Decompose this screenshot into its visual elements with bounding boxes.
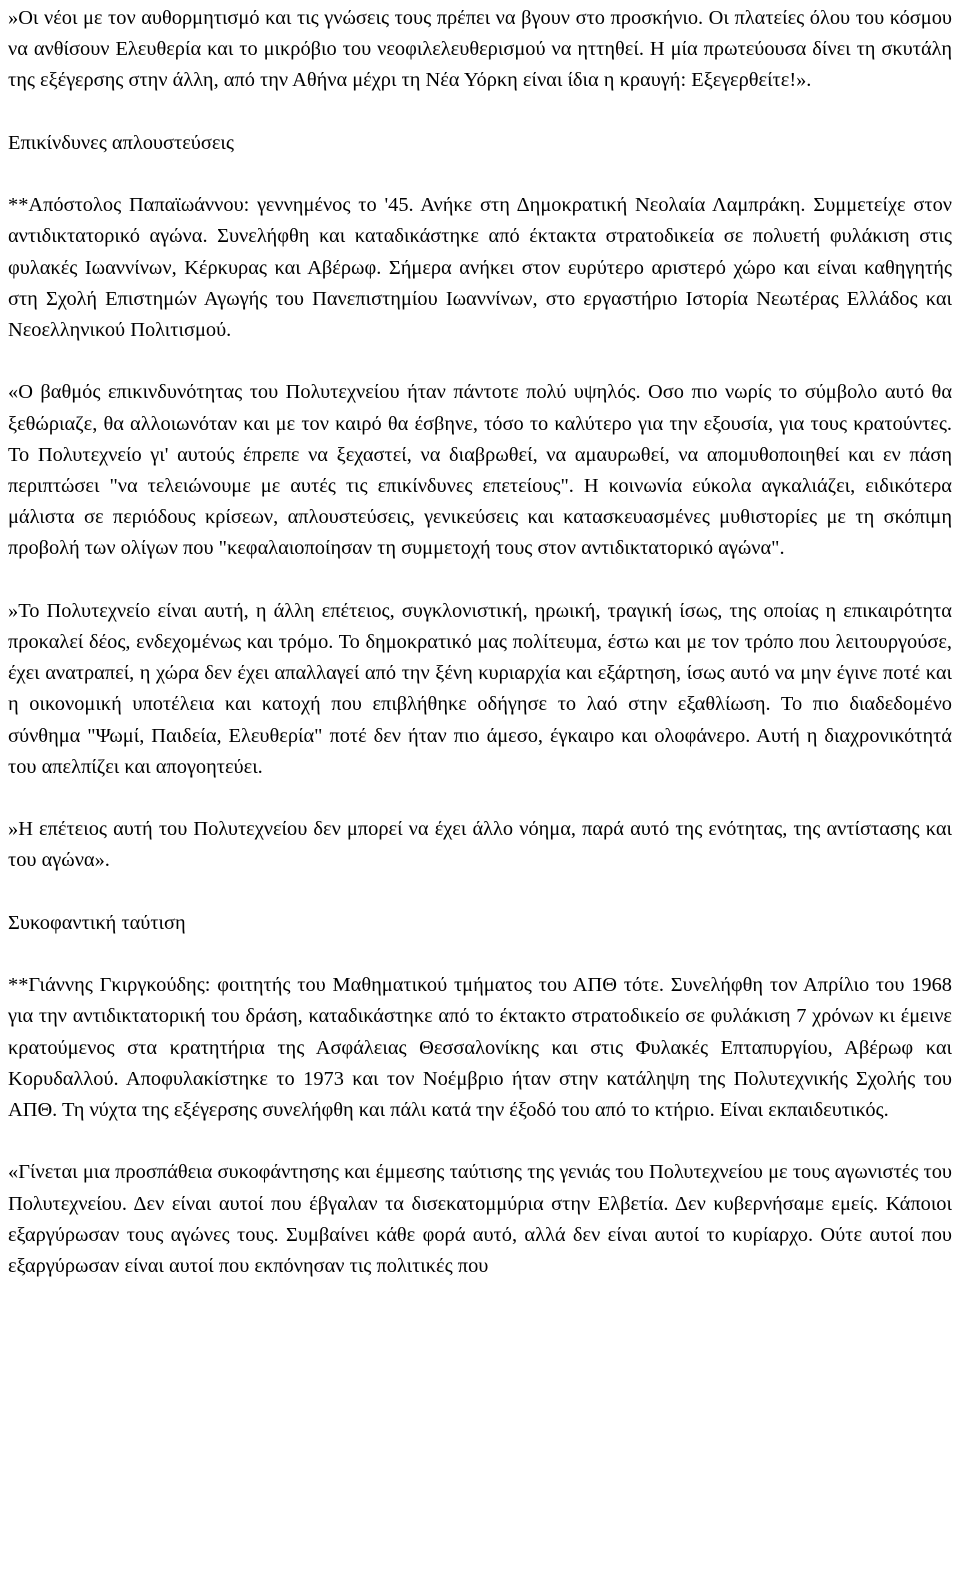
paragraph-papaioannou-quote-1: «Ο βαθμός επικινδυνότητας του Πολυτεχνείου ήταν πάντοτε πολύ υψηλός. Οσο πιο νωρίς το σύμβολο αυτό θα ξεθώριαζε, θα αλλοιωνόταν και με τον καιρό θα έσβηνε, τόσο το καλύτερο για την εξουσία, για τους κρατούντες. Το Πολυτεχνείο γι' αυτούς έπρεπε να ξεχαστεί, να διαβρωθεί, να αμαυρωθεί, να απομυθοποιηθεί και εν πάση περιπτώσει "να τελειώνουμε με αυτές τις επικίνδυνες επετείους". Η κοινωνία εύκολα αγκαλιάζει, ειδικότερα μάλιστα σε περιόδους κρίσεων, απλουστεύσεις, γενικεύσεις και κατασκευασμένες μυθιστορίες με τη σκόπιμη προβολή των ολίγων που "κεφαλαιοποίησαν τη συμμετοχή τους στον αντιδικτατορικό αγώνα". [8, 381, 952, 560]
section-heading-slanderous-identification: Συκοφαντική ταύτιση [8, 911, 186, 934]
paragraph-intro-quote: »Οι νέοι με τον αυθορμητισμό και τις γνώσεις τους πρέπει να βγουν στο προσκήνιο. Οι πλατείες όλου του κόσμου να ανθίσουν Ελευθερία και το μικρόβιο του νεοφιλελευθερισμού να ηττηθεί. Η μία πρωτεύουσα δίνει τη σκυτάλη της εξέγερσης στην άλλη, από την Αθήνα μέχρι τη Νέα Υόρκη είναι ίδια η κραυγή: Εξεγερθείτε!». [8, 7, 952, 92]
document-body [8, 3, 952, 1282]
paragraph-papaioannou-quote-3: »Η επέτειος αυτή του Πολυτεχνείου δεν μπορεί να έχει άλλο νόημα, παρά αυτό της ενότητας, της αντίστασης και του αγώνα». [8, 818, 952, 872]
paragraph-girgkoudis-bio: **Γιάννης Γκιργκούδης: φοιτητής του Μαθηματικού τμήματος του ΑΠΘ τότε. Συνελήφθη τον Απρίλιο του 1968 για την αντιδικτατορική του δράση, καταδικάστηκε από το έκτακτο στρατοδικείο σε φυλάκιση 7 χρόνων κι έμεινε κρατούμενος στα κρατητήρια της Ασφάλειας Θεσσαλονίκης και στις Φυλακές Επταπυργίου, Αβέρωφ και Κορυδαλλού. Αποφυλακίστηκε το 1973 και τον Νοέμβριο ήταν στην κατάληψη της Πολυτεχνικής Σχολής του ΑΠΘ. Τη νύχτα της εξέγερσης συνελήφθη και πάλι κατά την έξοδό του από το κτήριο. Είναι εκπαιδευτικός. [8, 974, 952, 1121]
section-heading-dangerous-simplifications: Επικίνδυνες απλουστεύσεις [8, 131, 234, 154]
paragraph-papaioannou-quote-2: »Το Πολυτεχνείο είναι αυτή, η άλλη επέτειος, συγκλονιστική, ηρωική, τραγική ίσως, της οποίας η επικαιρότητα προκαλεί δέος, ενδεχομένως και τρόμο. Το δημοκρατικό μας πολίτευμα, έστω και με τον τρόπο που λειτουργούσε, έχει ανατραπεί, η χώρα δεν έχει απαλλαγεί από την ξένη κυριαρχία και εξάρτηση, ίσως αυτό να μην έγινε ποτέ και η οικονομική υποτέλεια και κατοχή που επιβλήθηκε οδήγησε το λαό στην εξαθλίωση. Το πιο διαδεδομένο σύνθημα "Ψωμί, Παιδεία, Ελευθερία" ποτέ δεν ήταν πιο άμεσο, έγκαιρο και ολοφάνερο. Αυτή η διαχρονικότητά του απελπίζει και απογοητεύει. [8, 599, 952, 778]
paragraph-girgkoudis-quote: «Γίνεται μια προσπάθεια συκοφάντησης και έμμεσης ταύτισης της γενιάς του Πολυτεχνείου με τους αγωνιστές του Πολυτεχνείου. Δεν είναι αυτοί που έβγαλαν τα δισεκατομμύρια στην Ελβετία. Δεν κυβερνήσαμε εμείς. Κάποιοι εξαργύρωσαν τους αγώνες τους. Συμβαίνει κάθε φορά αυτό, αλλά δεν είναι αυτοί το κυρίαρχο. Ούτε αυτοί που εξαργύρωσαν είναι αυτοί που εκπόνησαν τις πολιτικές που [8, 1161, 952, 1277]
paragraph-papaioannou-bio: **Απόστολος Παπαϊωάννου: γεννημένος το '45. Ανήκε στη Δημοκρατική Νεολαία Λαμπράκη. Συμμετείχε στον αντιδικτατορικό αγώνα. Συνελήφθη και καταδικάστηκε από έκτακτα στρατοδικεία σε πολυετή φυλάκιση στις φυλακές Ιωαννίνων, Κέρκυρας και Αβέρωφ. Σήμερα ανήκει στον ευρύτερο αριστερό χώρο και είναι καθηγητής στη Σχολή Επιστημών Αγωγής του Πανεπιστημίου Ιωαννίνων, στο εργαστήριο Ιστορία Νεωτέρας Ελλάδος και Νεοελληνικού Πολιτισμού. [8, 194, 952, 341]
